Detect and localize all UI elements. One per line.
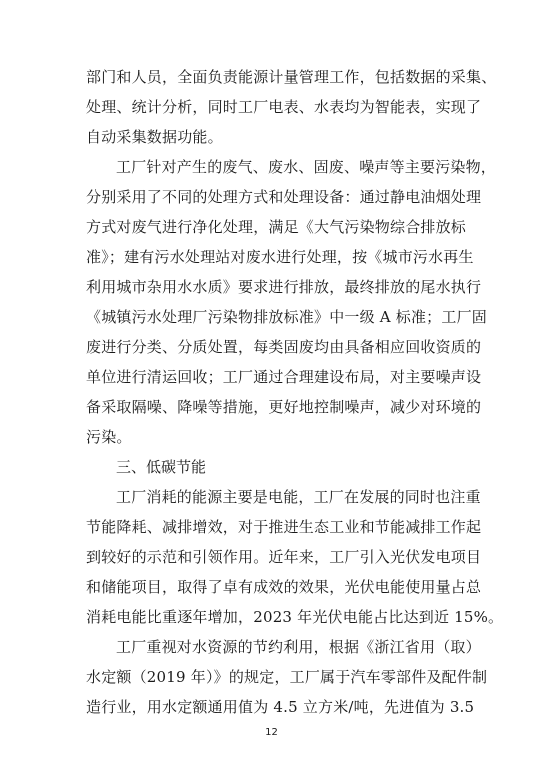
paragraph-2-line-2: 分别采用了不同的处理方式和处理设备：通过静电油烟处理 — [86, 188, 482, 206]
paragraph-3-line-4: 和储能项目，取得了卓有成效的效果，光伏电能使用量占总 — [86, 578, 482, 596]
paragraph-2-line-1: 工厂针对产生的废气、废水、固废、噪声等主要污染物， — [116, 158, 497, 176]
paragraph-2-line-7: 废进行分类、分质处置，每类固废均由具备相应回收资质的 — [86, 338, 482, 356]
paragraph-2-line-4: 准》；建有污水处理站对废水进行处理，按《城市污水再生 — [86, 248, 474, 266]
paragraph-3-line-3: 到较好的示范和引领作用。近年来，工厂引入光伏发电项目 — [86, 548, 482, 566]
paragraph-3-line-2: 节能降耗、减排增效，对于推进生态工业和节能减排工作起 — [86, 518, 482, 536]
paragraph-2-line-6: 《城镇污水处理厂污染物排放标准》中一级 A 标准；工厂固 — [86, 308, 487, 326]
paragraph-1-line-1: 部门和人员，全面负责能源计量管理工作，包括数据的采集、 — [86, 68, 497, 86]
paragraph-1-line-3: 自动采集数据功能。 — [86, 128, 223, 146]
paragraph-2-line-8: 单位进行清运回收；工厂通过合理建设布局，对主要噪声设 — [86, 368, 482, 386]
paragraph-2-line-5: 利用城市杂用水水质》要求进行排放，最终排放的尾水执行 — [86, 278, 482, 296]
paragraph-3-line-5: 消耗电能比重逐年增加，2023 年光伏电能占比达到近 15%。 — [86, 608, 504, 626]
section-heading: 三、低碳节能 — [116, 458, 207, 476]
paragraph-2-line-9: 备采取隔噪、降噪等措施，更好地控制噪声，减少对环境的 — [86, 398, 482, 416]
page-number: 12 — [265, 727, 278, 738]
paragraph-3-line-1: 工厂消耗的能源主要是电能，工厂在发展的同时也注重 — [116, 488, 481, 506]
paragraph-4-line-2: 水定额（2019 年）》的规定，工厂属于汽车零部件及配件制 — [86, 668, 488, 686]
paragraph-4-line-3: 造行业，用水定额通用值为 4.5 立方米/吨，先进值为 3.5 — [86, 698, 475, 716]
paragraph-1-line-2: 处理、统计分析，同时工厂电表、水表均为智能表，实现了 — [86, 98, 482, 116]
paragraph-2-line-3: 方式对废气进行净化处理，满足《大气污染物综合排放标 — [86, 218, 467, 236]
paragraph-2-line-10: 污染。 — [86, 428, 132, 446]
paragraph-4-line-1: 工厂重视对水资源的节约利用，根据《浙江省用（取） — [116, 638, 481, 656]
